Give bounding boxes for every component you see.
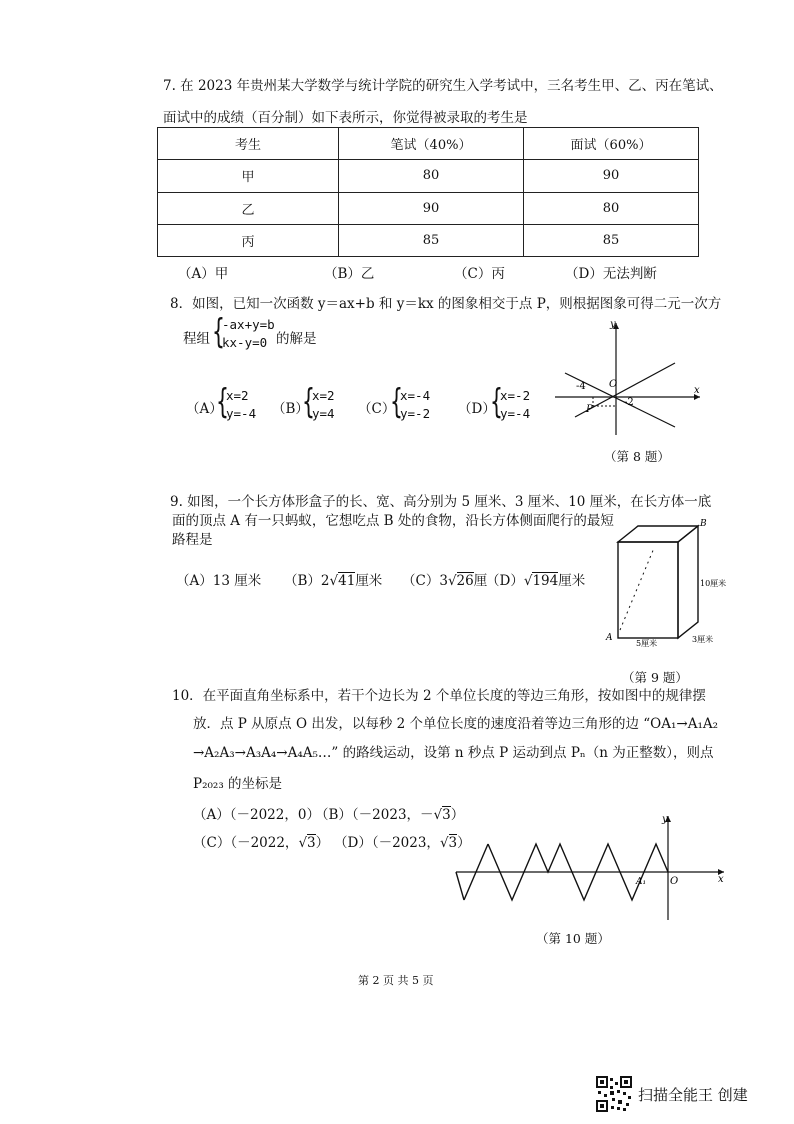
q8-point-p-label: P	[586, 404, 593, 415]
q9-label-a: A	[606, 633, 613, 643]
q10-x-label: x	[718, 874, 724, 885]
q8-option-c-eq1: x=-4	[400, 388, 431, 403]
q9-option-c-label: （C）	[402, 573, 440, 589]
q8-stem-suffix: 的解是	[276, 331, 317, 347]
q10-option-b-tail: ）	[450, 807, 465, 823]
q8-option-b-eq1: x=2	[312, 388, 335, 403]
q8-y-label: y	[610, 319, 616, 330]
q10-option-d[interactable]: （D）（－2023，√3）	[334, 835, 471, 851]
q9-option-a[interactable]: （A）13 厘米	[176, 573, 262, 589]
q7-option-d[interactable]: （D）无法判断	[565, 266, 657, 282]
q8-option-a-brace: {	[216, 382, 229, 422]
q8-caption: （第 8 题）	[604, 449, 670, 464]
q9-option-b[interactable]: （B）2√41厘米	[284, 573, 383, 589]
table-row	[158, 192, 699, 224]
q10-caption: （第 10 题）	[536, 931, 610, 946]
q10-option-d-label: （D）（－2023，	[334, 835, 440, 851]
q10-option-c-tail: ）	[315, 835, 330, 851]
q8-option-c-eq2: y=-2	[400, 406, 431, 421]
cell-interview: 85	[524, 224, 699, 256]
q8-option-b-brace: {	[302, 382, 315, 422]
q10-option-b-label: （B）（－2023，－	[315, 807, 434, 823]
q10-option-d-tail: ）	[457, 835, 471, 851]
q7-score-table	[157, 127, 699, 257]
q9-option-c-radicand: 26	[456, 573, 474, 589]
q8-option-c-brace: {	[390, 382, 403, 422]
q9-option-d-unit: 厘米	[558, 573, 586, 589]
cell-written: 80	[339, 160, 524, 192]
header-interview: 面试（60%）	[524, 128, 699, 160]
q8-option-a-eq2: y=-4	[226, 406, 257, 421]
page-number: 第 2 页 共 5 页	[358, 974, 434, 987]
q9-option-d[interactable]: （D）√194厘米	[486, 573, 586, 589]
q8-system-brace: {	[212, 312, 225, 352]
q10-option-b-radicand: 3	[442, 807, 451, 823]
table-row	[158, 160, 699, 192]
q10-option-d-radicand: 3	[448, 835, 458, 851]
q10-a1-label: A₁	[636, 877, 647, 887]
q9-width-label: 3厘米	[692, 635, 714, 644]
q8-option-b-eq2: y=4	[312, 406, 335, 421]
q8-stem-prefix: 程组	[183, 331, 210, 347]
q9-length-label: 5厘米	[636, 639, 658, 648]
cell-written: 85	[339, 224, 524, 256]
q9-stem-line1: 9. 如图，一个长方体形盒子的长、宽、高分别为 5 厘米、3 厘米、10 厘米，在长方体一底	[170, 494, 712, 510]
q7-stem-line1: 7. 在 2023 年贵州某大学数学与统计学院的研究生入学考试中，三名考生甲、乙、丙在笔试、	[163, 78, 723, 94]
q10-origin-label: O	[670, 876, 679, 887]
cell-interview: 80	[524, 192, 699, 224]
cell-written: 90	[339, 192, 524, 224]
q8-option-a-system[interactable]	[226, 387, 256, 423]
q10-zigzag-end	[456, 872, 464, 900]
scanner-brand: 扫描全能王 创建	[638, 1086, 748, 1104]
q9-height-label: 10厘米	[700, 579, 727, 588]
q10-option-c[interactable]: （C）（－2022，√3）	[193, 835, 330, 851]
header-written: 笔试（40%）	[339, 128, 524, 160]
q8-tick-label-minus2: -2	[624, 397, 634, 408]
q7-option-b[interactable]: （B）乙	[324, 266, 375, 282]
q8-origin-label: O	[609, 379, 618, 390]
q9-option-d-radicand: 194	[532, 573, 559, 589]
q10-option-c-radicand: 3	[307, 835, 316, 851]
qr-code-icon	[596, 1076, 632, 1112]
q8-option-d-eq2: y=-4	[500, 406, 531, 421]
q9-label-b: B	[700, 519, 707, 529]
q10-stem-line2: 放．点 P 从原点 O 出发，以每秒 2 个单位长度的速度沿着等边三角形的边 “OA₁→A₁A₂	[193, 716, 719, 732]
q7-stem-line2: 面试中的成绩（百分制）如下表所示，你觉得被录取的考生是	[163, 110, 528, 126]
cell-candidate: 丙	[158, 224, 339, 256]
q9-ant-path	[620, 548, 654, 630]
q9-option-b-unit: 厘米	[355, 573, 383, 589]
table-row	[158, 224, 699, 256]
q9-caption: （第 9 题）	[622, 670, 688, 685]
q8-option-a-label[interactable]: （A）	[186, 401, 223, 417]
q9-option-c-coef: 3	[439, 573, 448, 589]
q9-stem-line3: 路程是	[172, 532, 213, 548]
cell-candidate: 甲	[158, 160, 339, 192]
q10-stem-line1: 10．在平面直角坐标系中，若干个边长为 2 个单位长度的等边三角形，按如图中的规律摆	[172, 688, 706, 704]
q7-option-a[interactable]: （A）甲	[178, 266, 229, 282]
q10-option-b[interactable]: （B）（－2023，－√3）	[315, 807, 465, 823]
q8-system-eq2: kx-y=0	[222, 335, 268, 350]
q9-box-side	[678, 526, 698, 638]
q9-box-front	[618, 542, 678, 638]
q10-y-label: y	[662, 814, 668, 825]
q8-option-d-label[interactable]: （D）	[458, 401, 496, 417]
q10-stem-line3: →A₂A₃→A₃A₄→A₄A₅…” 的路线运动，设第 n 秒点 P 运动到点 Pₙ（n 为正整数），则点	[193, 745, 714, 761]
q8-option-b-system[interactable]	[312, 387, 335, 423]
q9-option-b-radicand: 41	[338, 573, 356, 589]
q8-option-c-system[interactable]	[400, 387, 430, 423]
q10-option-a[interactable]: （A）（－2022，0）	[193, 807, 320, 823]
q8-option-d-system[interactable]	[500, 387, 530, 423]
q10-triangles-figure	[452, 812, 732, 922]
q9-option-c[interactable]: （C）3√26厘	[402, 573, 488, 589]
q7-option-c[interactable]: （C）丙	[454, 266, 505, 282]
cell-interview: 90	[524, 160, 699, 192]
q8-system-eq1: -ax+y=b	[222, 317, 275, 332]
table-header-row	[158, 128, 699, 160]
q8-system	[222, 316, 275, 352]
q8-stem-line1: 8．如图，已知一次函数 y＝ax+b 和 y＝kx 的图象相交于点 P，则根据图象可得二元一次方	[170, 296, 722, 312]
q8-x-label: x	[694, 385, 700, 396]
cell-candidate: 乙	[158, 192, 339, 224]
header-candidate: 考生	[158, 128, 339, 160]
q10-stem-line4: P₂₀₂₃ 的坐标是	[193, 776, 283, 792]
q9-box-figure	[600, 518, 730, 648]
q8-option-d-brace: {	[490, 382, 503, 422]
q8-graph-figure	[550, 315, 710, 440]
q9-stem-line2: 面的顶点 A 有一只蚂蚁，它想吃点 B 处的食物，沿长方体侧面爬行的最短	[172, 513, 614, 529]
q8-tick-label-minus4: -4	[576, 381, 586, 392]
q9-option-b-coef: 2	[320, 573, 330, 589]
q9-box-top	[618, 526, 698, 542]
q9-option-c-unit: 厘	[473, 573, 488, 589]
q8-option-d-eq1: x=-2	[500, 388, 531, 403]
q9-option-b-label: （B）	[284, 573, 321, 589]
q8-option-a-eq1: x=2	[226, 388, 249, 403]
q9-option-d-label: （D）	[486, 573, 524, 589]
q8-option-c-label[interactable]: （C）	[358, 401, 396, 417]
q8-option-b-label[interactable]: （B）	[272, 401, 309, 417]
q10-option-c-label: （C）（－2022，	[193, 835, 299, 851]
